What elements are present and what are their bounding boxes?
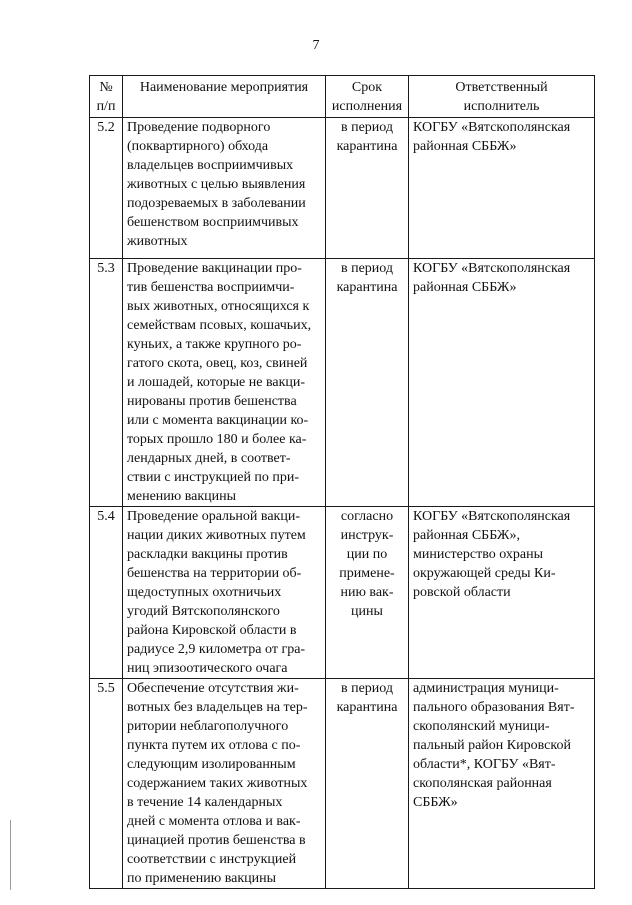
row-num: 5.2 — [90, 118, 123, 259]
row-num: 5.3 — [90, 259, 123, 507]
row-term: в период карантина — [326, 118, 409, 259]
header-responsible: Ответственный исполнитель — [409, 76, 595, 118]
row-term: в период карантина — [326, 259, 409, 507]
row-responsible: администрация муници- пального образования Вят- скополянский муници- пальный район Кировской области*, КОГБУ «Вят- скополянская районная СББЖ» — [409, 679, 595, 889]
row-num: 5.4 — [90, 507, 123, 679]
row-name: Проведение оральной вакци- нации диких животных путем раскладки вакцины против бешенства на территории об- щедоступных охотничьих угодий Вятскополянского района Кировской области в радиусе 2,9 километра от гра- ниц эпизоотического очага — [123, 507, 326, 679]
row-name: Проведение подворного (поквартирного) обхода владельцев восприимчивых животных с целью выявления подозреваемых в заболевании бешенством восприимчивых животных — [123, 118, 326, 259]
row-name: Обеспечение отсутствия жи- вотных без владельцев на тер- ритории неблагополучного пункта путем их отлова с по- следующим изолированным содержанием таких животных в течение 14 календарных дней с момента отлова и вак- цинацией против бешенства в соответствии с инструкцией по применению вакцины — [123, 679, 326, 889]
row-responsible: КОГБУ «Вятскополянская районная СББЖ», министерство охраны окружающей среды Ки- ровской области — [409, 507, 595, 679]
row-term: в период карантина — [326, 679, 409, 889]
header-term: Срок исполнения — [326, 76, 409, 118]
row-num: 5.5 — [90, 679, 123, 889]
measures-table — [89, 75, 595, 889]
row-responsible: КОГБУ «Вятскополянская районная СББЖ» — [409, 118, 595, 259]
scan-margin-line — [10, 820, 11, 890]
header-num: № п/п — [90, 76, 123, 118]
table-row — [90, 118, 595, 259]
table-header-row — [90, 76, 595, 118]
table-row — [90, 259, 595, 507]
table-row — [90, 507, 595, 679]
row-responsible: КОГБУ «Вятскополянская районная СББЖ» — [409, 259, 595, 507]
row-term: согласно инструк- ции по примене- нию вак- цины — [326, 507, 409, 679]
table-row — [90, 679, 595, 889]
header-name: Наименование мероприятия — [123, 76, 326, 118]
row-name: Проведение вакцинации про- тив бешенства восприимчи- вых животных, относящихся к семействам псовых, кошачьих, куньих, а также крупного ро- гатого скота, овец, коз, свиней и лошадей, которые не вакци- нированы против бешенства или с момента вакцинации ко- торых прошло 180 и более ка- лендарных дней, в соответ- ствии с инструкцией по при- менению вакцины — [123, 259, 326, 507]
page-number: 7 — [312, 38, 320, 53]
